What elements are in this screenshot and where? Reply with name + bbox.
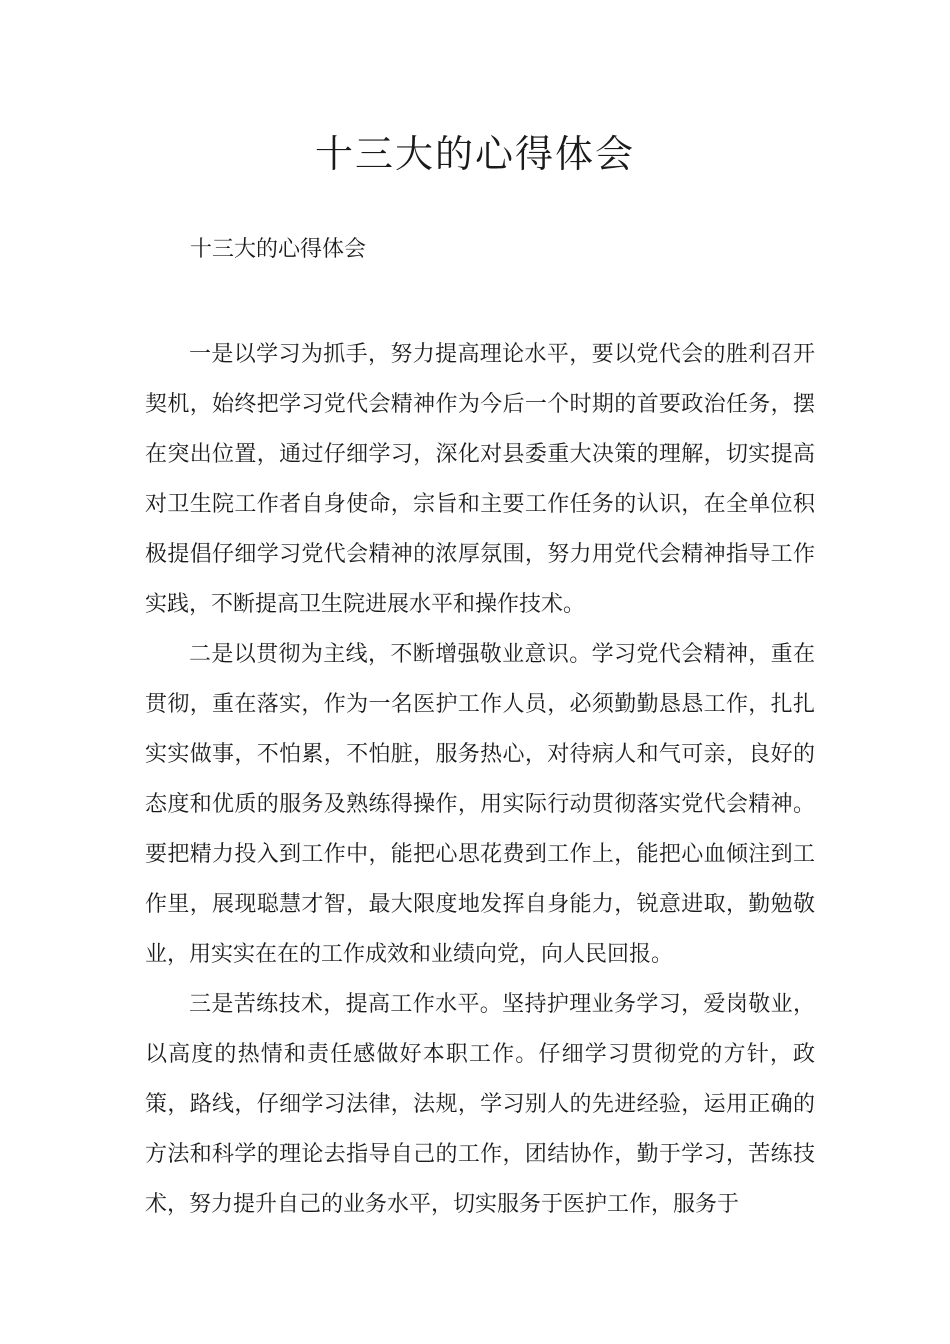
document-subtitle: 十三大的心得体会 — [190, 237, 367, 262]
document-body — [145, 330, 815, 1230]
paragraph-1: 一是以学习为抓手，努力提高理论水平，要以党代会的胜利召开契机，始终把学习党代会精神作为今后一个时期的首要政治任务，摆在突出位置，通过仔细学习，深化对县委重大决策的理解，切实提高对卫生院工作者自身使命，宗旨和主要工作任务的认识，在全单位积极提倡仔细学习党代会精神的浓厚氛围，努力用党代会精神指导工作实践，不断提高卫生院进展水平和操作技术。 — [145, 342, 815, 617]
document-title: 十三大的心得体会 — [314, 132, 635, 176]
paragraph-2: 二是以贯彻为主线，不断增强敬业意识。学习党代会精神，重在贯彻，重在落实，作为一名医护工作人员，必须勤勤恳恳工作，扎扎实实做事，不怕累，不怕脏，服务热心，对待病人和气可亲，良好的态度和优质的服务及熟练得操作，用实际行动贯彻落实党代会精神。要把精力投入到工作中，能把心思花费到工作上，能把心血倾注到工作里，展现聪慧才智，最大限度地发挥自身能力，锐意进取，勤勉敬业，用实实在在的工作成效和业绩向党，向人民回报。 — [145, 642, 815, 967]
paragraph-3: 三是苦练技术，提高工作水平。坚持护理业务学习，爱岗敬业，以高度的热情和责任感做好本职工作。仔细学习贯彻党的方针，政策，路线，仔细学习法律，法规，学习别人的先进经验，运用正确的方法和科学的理论去指导自己的工作，团结协作，勤于学习，苦练技术，努力提升自己的业务水平，切实服务于医护工作，服务于 — [145, 992, 815, 1217]
